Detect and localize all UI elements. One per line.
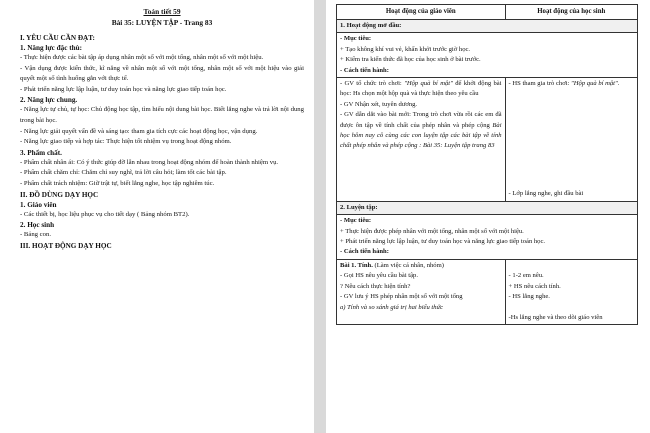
ex1-teacher-1: - Gọi HS nêu yêu cầu bài tập. bbox=[340, 272, 419, 280]
section-2-goals bbox=[337, 215, 638, 260]
paragraph: - Năng lực giải quyết vấn đề và sáng tạo: tham gia tích cực các hoạt động học, vận dụng. bbox=[20, 127, 258, 135]
paragraph: - Phát triển năng lực lập luận, tư duy toán học và năng lực giao tiếp toán học. bbox=[20, 85, 227, 93]
paragraph: - Vận dụng được kiến thức, kĩ năng về nhân một số với một tổng, nhân một số với một hiệu vào giải quyết một số tình huống gắn với thực tế. bbox=[20, 64, 304, 83]
right-page bbox=[326, 0, 650, 433]
activity-table bbox=[336, 4, 638, 325]
exercise-1-row bbox=[337, 259, 638, 324]
s2-goal-label: - Mục tiêu: bbox=[340, 217, 372, 225]
section-2-block bbox=[337, 201, 638, 214]
ex1-student-3: - HS lắng nghe. bbox=[508, 293, 550, 301]
left-page bbox=[0, 0, 314, 433]
section-1-goals bbox=[337, 33, 638, 78]
section-heading: 2. Năng lực chung. bbox=[20, 96, 78, 105]
section-2-goals-row bbox=[337, 215, 638, 260]
s1-goal-label: - Mục tiêu: bbox=[340, 35, 372, 43]
ex1-heading: Bài 1. Tính. (Làm việc cá nhân, nhóm) bbox=[340, 261, 444, 269]
s1-method-label: - Cách tiến hành: bbox=[340, 66, 389, 74]
s1-student-1: - HS tham gia trò chơi: "Hộp quà bí mật". bbox=[508, 80, 620, 88]
section-1-goals-row bbox=[337, 33, 638, 78]
paragraph: - Phẩm chất trách nhiệm: Giữ trật tự, biết lắng nghe, học tập nghiêm túc. bbox=[20, 179, 215, 187]
ex1-teacher-cell bbox=[337, 259, 506, 324]
s1-teacher-cell bbox=[337, 78, 506, 202]
s1-goal-1: + Tạo không khí vui vẻ, khấn khởi trước giờ học. bbox=[340, 45, 471, 53]
section-2-title: 2. Luyện tập: bbox=[340, 203, 378, 211]
s1-student-2: - Lớp lắng nghe, ghi đầu bài bbox=[508, 190, 584, 198]
section-1-activity-row bbox=[337, 78, 638, 202]
section-1-title: 1. Hoạt động mở đầu: bbox=[340, 22, 402, 29]
lesson-title: Bài 35: LUYỆN TẬP - Trang 83 bbox=[111, 18, 213, 27]
section-heading: III. HOẠT ĐỘNG DẠY HỌC bbox=[20, 241, 112, 250]
section-heading: 3. Phẩm chất. bbox=[20, 148, 62, 157]
ex1-teacher-3: - GV lưu ý HS phép nhân một số với một tổng bbox=[340, 293, 463, 301]
s2-goal-2: + Phát triển năng lực lập luận, tư duy toán học và năng lực giao tiếp toán học. bbox=[340, 238, 546, 246]
ex1-student-1: - 1-2 em nêu. bbox=[508, 272, 544, 280]
table-header-row bbox=[337, 5, 638, 20]
paragraph: - Năng lực giao tiếp và hợp tác: Thực hiện tốt nhiệm vụ trong hoạt động nhóm. bbox=[20, 138, 232, 146]
section-heading: 1. Giáo viên bbox=[20, 200, 57, 209]
s1-goal-2: + Kiểm tra kiến thức đã học của học sinh ở bài trước. bbox=[340, 56, 481, 64]
section-1-block bbox=[337, 20, 638, 33]
paragraph: - Phẩm chất nhân ái: Có ý thức giúp đỡ lẫn nhau trong hoạt động nhóm để hoàn thành nhiệm vụ. bbox=[20, 158, 279, 166]
s1-teacher-2: - GV Nhận xét, tuyên dương. bbox=[340, 100, 418, 108]
s1-teacher-1: - GV tổ chức trò chơi: "Hộp quà bí mật" để khởi động bài học: Hs chọn một hộp quà và thực hiện theo yêu cầu bbox=[340, 80, 502, 98]
section-2-row bbox=[337, 201, 638, 214]
teacher-column-header: Hoạt động của giáo viên bbox=[337, 5, 506, 20]
section-heading: I. YÊU CẦU CẦN ĐẠT: bbox=[20, 34, 95, 42]
section-heading: II. ĐỒ DÙNG DẠY HỌC bbox=[20, 190, 99, 199]
ex1-student-2: + HS nêu cách tính. bbox=[508, 282, 561, 290]
ex1-teacher-2: ? Nêu cách thực hiện tính? bbox=[340, 282, 411, 290]
paragraph: - Bảng con. bbox=[20, 231, 52, 239]
s2-method-label: - Cách tiến hành: bbox=[340, 248, 389, 256]
lesson-plan-body bbox=[20, 33, 304, 251]
ex1-student-cell bbox=[505, 259, 637, 324]
s2-goal-1: + Thực hiện được phép nhân với một tổng, nhân một số với một hiệu. bbox=[340, 227, 524, 235]
paragraph: - Năng lực tự chủ, tự học: Chủ động học tập, tìm hiểu nội dung bài học. Biết lắng nghe và trả lời nội dung trong bài học. bbox=[20, 106, 304, 124]
section-heading: 1. Năng lực đặc thù: bbox=[20, 44, 83, 52]
game-name: "Hộp quà bí mật" bbox=[404, 80, 453, 88]
section-heading: 2. Học sinh bbox=[20, 221, 55, 230]
section-1-row bbox=[337, 20, 638, 33]
s1-teacher-3: - GV dẫn dắt vào bài mới: Trong trò chơi vừa rồi các em đã được ôn tập về tính chất của phép nhân và phép cộng Bài học hôm nay cô cùng các con luyện tập các bài tập về tính chất phép nhân và phép cộng : Bài 35: Luyện tập trang 83 bbox=[340, 111, 502, 150]
ex1-teacher-4: a) Tính và so sánh giá trị hai biểu thức bbox=[340, 303, 444, 311]
lesson-number: Toán tiết 59 bbox=[143, 7, 181, 16]
student-column-header: Hoạt động của học sinh bbox=[505, 5, 637, 20]
paragraph: - Các thiết bị, học liệu phục vụ cho tiết dạy ( Bảng nhóm BT2). bbox=[20, 210, 190, 218]
paragraph: - Phẩm chất chăm chỉ: Chăm chỉ suy nghĩ, trả lời câu hỏi; làm tốt các bài tập. bbox=[20, 169, 227, 177]
ex1-student-4: -Hs lắng nghe và theo dõi giáo viên bbox=[508, 313, 603, 321]
s1-student-cell bbox=[505, 78, 637, 202]
paragraph: - Thực hiện được các bài tập áp dụng nhân một số với một tổng, nhân một số với một hiệu. bbox=[20, 54, 264, 61]
